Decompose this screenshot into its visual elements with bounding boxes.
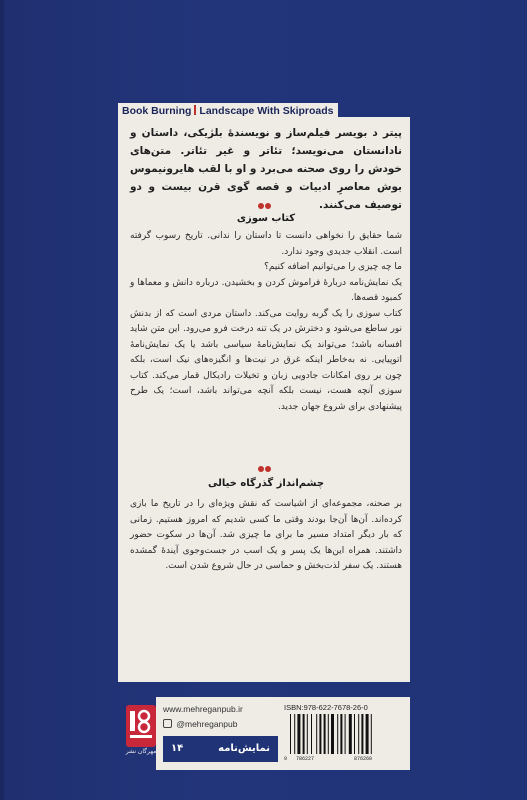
barcode-bar bbox=[337, 714, 338, 754]
barcode-bar bbox=[297, 714, 300, 754]
logo-caption: مهرگان نشر bbox=[125, 748, 157, 755]
section-1-paragraph: ما چه چیزی را می‌توانیم اضافه کنیم؟ bbox=[264, 262, 402, 272]
section-1-body bbox=[130, 229, 402, 415]
barcode-bar bbox=[328, 714, 329, 754]
barcode-bar bbox=[319, 714, 321, 754]
english-title-label bbox=[118, 103, 338, 119]
series-number: ۱۴ bbox=[171, 743, 184, 754]
ornament-1-icon bbox=[258, 202, 272, 210]
social-handle-text: @mehreganpub bbox=[176, 719, 238, 729]
barcode-bar bbox=[358, 714, 359, 754]
barcode-bar bbox=[294, 714, 295, 754]
barcode-bar bbox=[349, 714, 352, 754]
barcode-bar bbox=[324, 714, 326, 754]
barcode-bar bbox=[354, 714, 355, 754]
barcode-bar bbox=[307, 714, 308, 754]
barcode-bar bbox=[366, 714, 369, 754]
section-2-body bbox=[130, 497, 402, 575]
ornament-2-icon bbox=[258, 465, 272, 473]
section-1-paragraph: کتاب سوزی را یک گربه روایت می‌کند. داستان مردی است که از بدنش نور ساطع می‌شود و دخترش در یک تنه درخت فرو می‌رود. این متن شاید افسانه باشد؛ می‌تواند یک نمایش‌نامهٔ سیاسی باشد یا یک نمایش‌نامهٔ اتوپیایی. نه به‌خاطر اینکه غرق در نیت‌ها و انگیزه‌های نیک است، بلکه چون بر روی امکانات جادویی زبان و تخیلات رادیکال قمار می‌کند. کتاب سوزی آنچه هست، نیست بلکه آنچه می‌تواند باشد، است؛ یک طرح پیشنهادی برای شروع جهان جدید. bbox=[130, 308, 402, 412]
series-label bbox=[163, 736, 278, 762]
title-separator bbox=[194, 105, 196, 115]
barcode-digit-group-2: 876260 bbox=[354, 756, 373, 762]
website-link[interactable]: www.mehreganpub.ir bbox=[163, 704, 243, 714]
section-1-paragraph: شما حقایق را نخواهی دانست تا داستان را ندانی. تاریخ رسوب گرفته است. انقلاب جدیدی وجود ندارد. bbox=[130, 231, 402, 257]
barcode-digit-group-1: 786227 bbox=[296, 756, 315, 762]
barcode bbox=[284, 714, 406, 754]
barcode-bar bbox=[361, 714, 363, 754]
series-name: نمایش‌نامه bbox=[218, 743, 270, 754]
instagram-icon bbox=[163, 719, 172, 728]
section-1-paragraph: یک نمایش‌نامه دربارهٔ فراموش کردن و بخشیدن. درباره دانش و معماها و کمبود قصه‌ها. bbox=[130, 277, 402, 303]
section-2-title: چشم‌انداز گذرگاه خیالی bbox=[207, 478, 325, 489]
barcode-bar bbox=[340, 714, 342, 754]
barcode-bar bbox=[371, 714, 372, 754]
english-title-2: Landscape With Skiproads bbox=[199, 105, 334, 117]
section-1-title: کتاب سوزی bbox=[236, 213, 296, 224]
section-2-paragraph: بر صحنه، مجموعه‌ای از اشیاست که نقش ویژه‌ای را در تاریخ ما بازی کرده‌اند. آن‌ها آن‌جا بودند وقتی ما کسی شدیم که امروز هستیم. زمانی که بار دیگر امتداد مسیر ما برای ما چیزی شد. آن‌ها در سکوت حضور داشتند. همراه این‌ها یک پسر و یک اسب در جست‌وجوی آیندهٔ گمشده هستند. یک سفر لذت‌بخش و حماسی در حال شروع شدن است. bbox=[130, 499, 402, 571]
barcode-bar bbox=[331, 714, 334, 754]
barcode-bar bbox=[345, 714, 346, 754]
barcode-bar bbox=[290, 714, 291, 754]
spine-edge bbox=[0, 0, 4, 800]
barcode-bar bbox=[311, 714, 312, 754]
barcode-bar bbox=[303, 714, 305, 754]
social-handle[interactable] bbox=[163, 719, 237, 729]
english-title-1: Book Burning bbox=[122, 105, 192, 117]
isbn-text: ISBN:978-622-7678-26-0 bbox=[284, 703, 368, 712]
mehregan-logo-icon bbox=[126, 705, 156, 747]
barcode-bar bbox=[316, 714, 317, 754]
author-intro: پیتر د بویسر فیلم‌ساز و نویسندهٔ بلژیکی، داستان و نادانستان می‌نویسد؛ تئاتر و غیر تئاتر. متن‌های خودش را روی صحنه می‌برد و او با لقب هایرونیموس بوش معاصرِ ادبیات و قصه‌ گوی قرن بیست و دو توصیف می‌کنند. bbox=[130, 127, 402, 211]
barcode-digit-lead: 9 bbox=[284, 756, 288, 762]
